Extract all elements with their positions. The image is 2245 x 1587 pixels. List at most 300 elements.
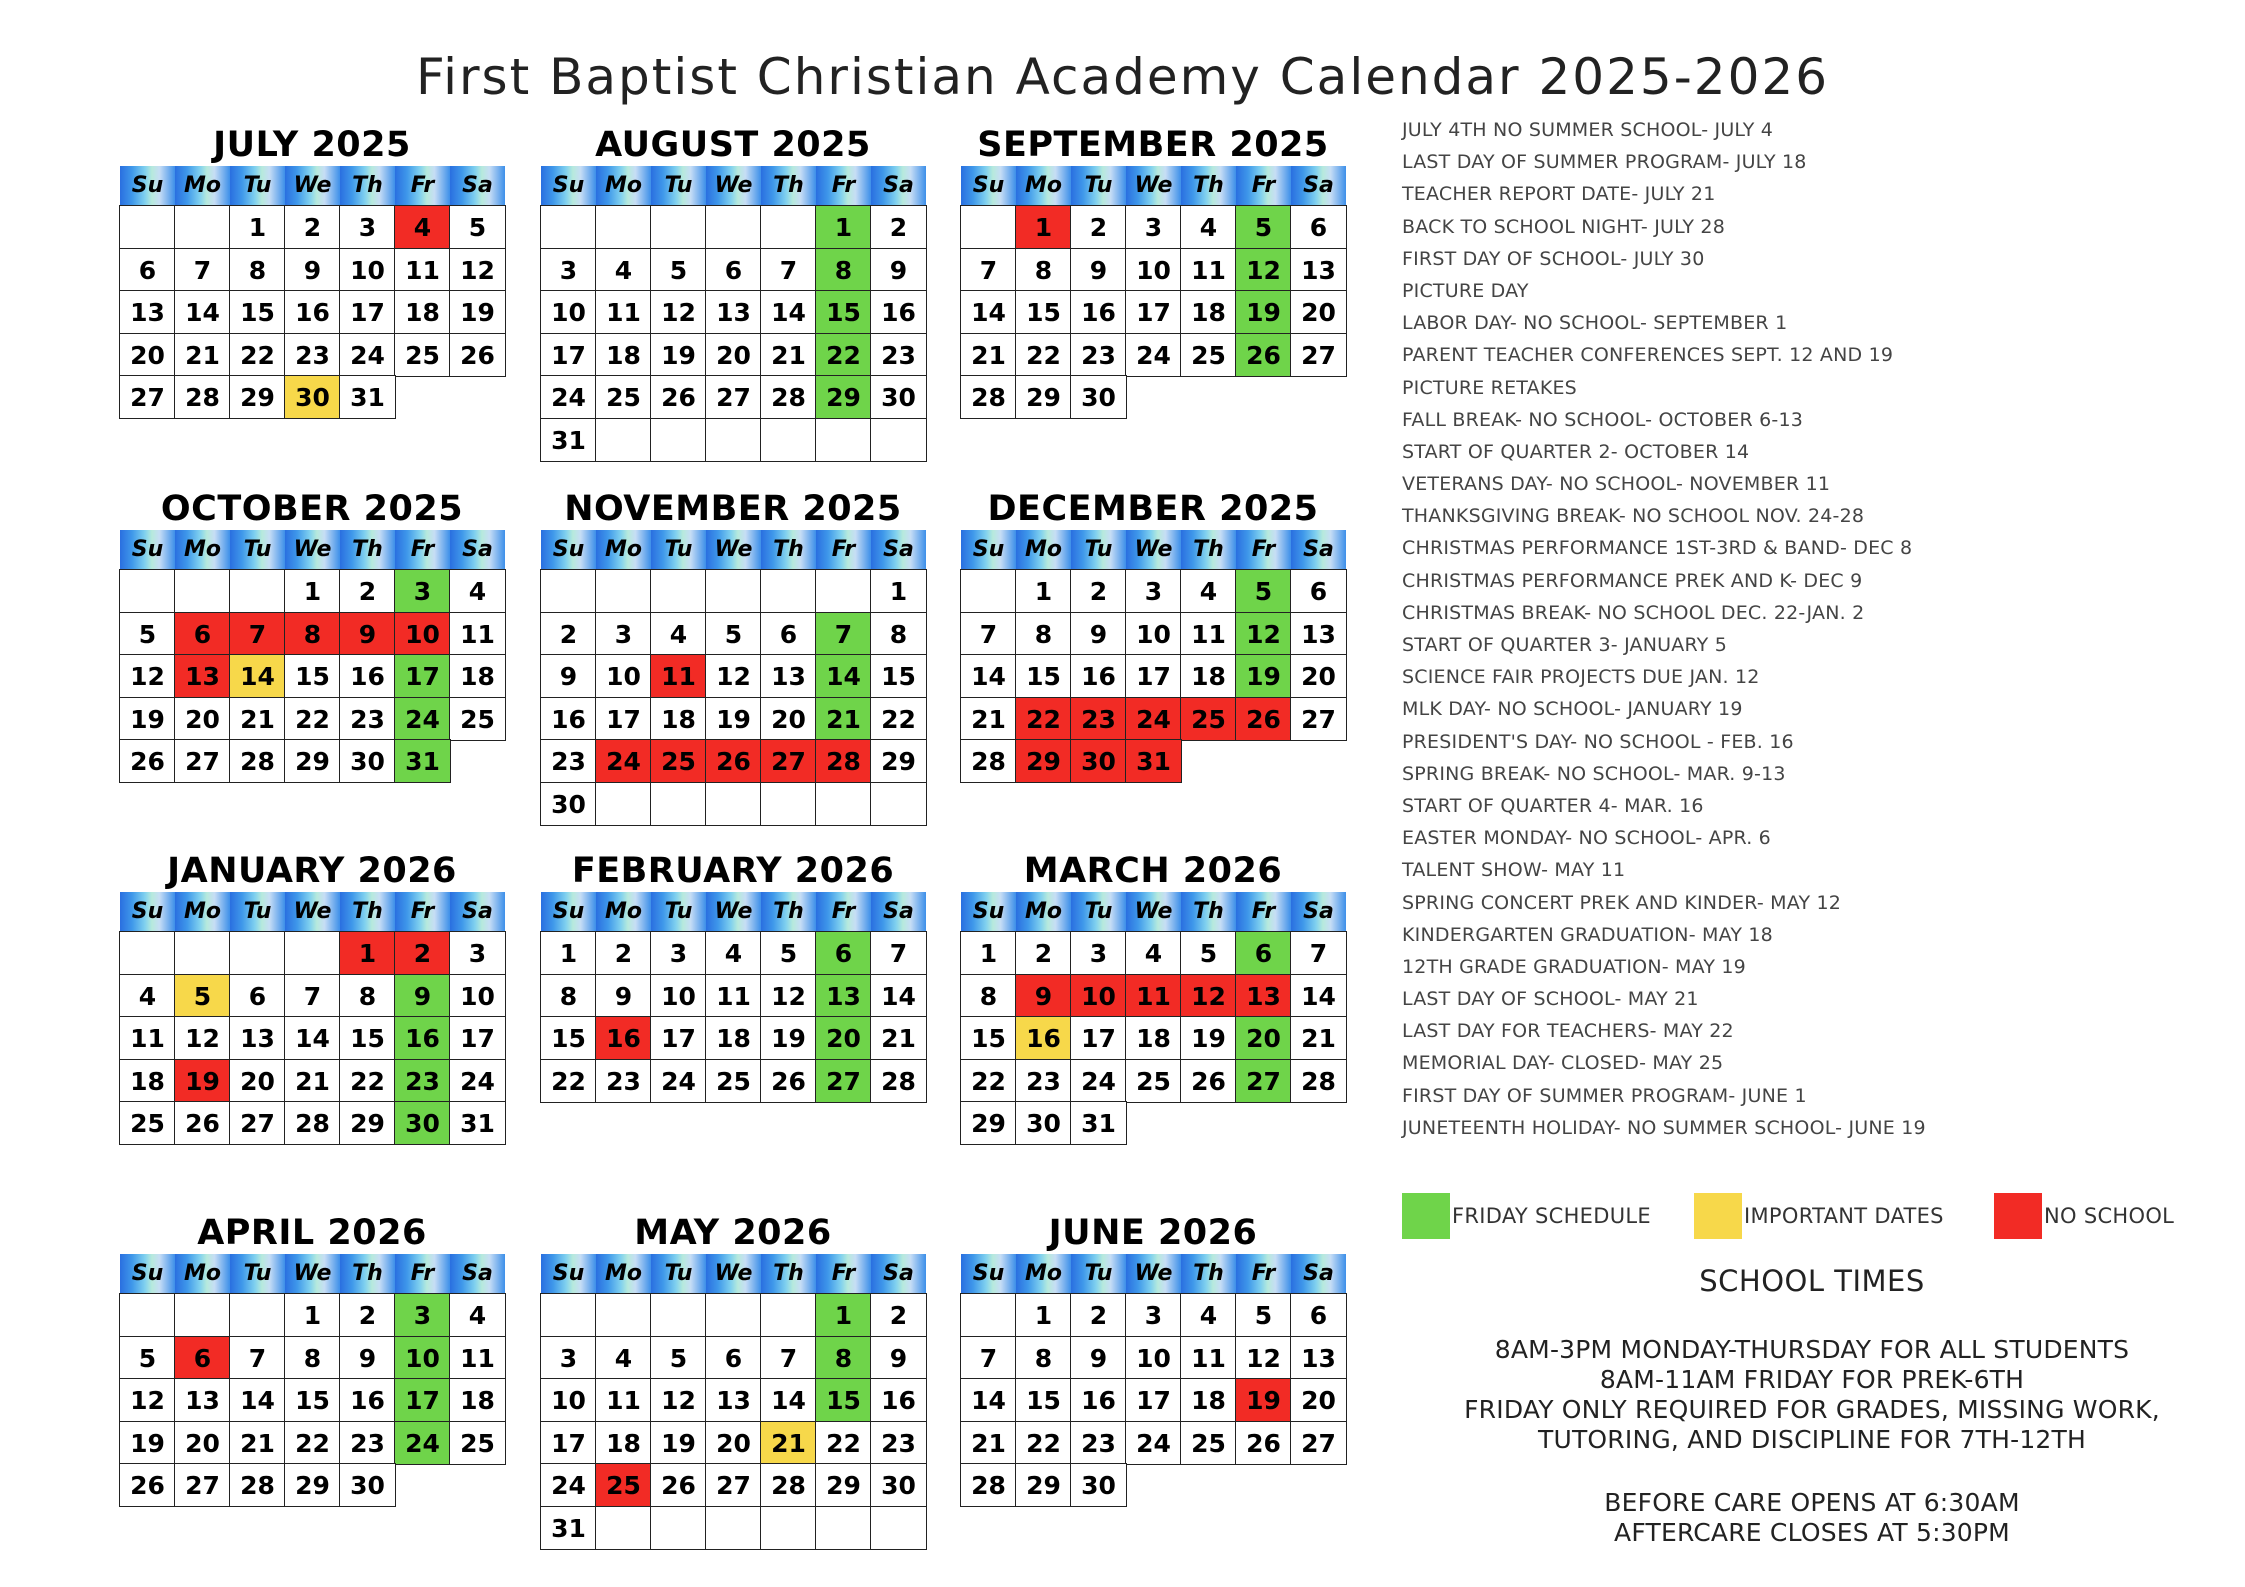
event-item: FIRST DAY OF SUMMER PROGRAM- JUNE 1 bbox=[1402, 1084, 1807, 1107]
day-cell: 19 bbox=[1235, 654, 1292, 698]
day-cell: 28 bbox=[229, 739, 286, 783]
weekday-header: Mo bbox=[175, 1254, 230, 1294]
day-cell: 4 bbox=[394, 205, 451, 249]
month-title: FEBRUARY 2026 bbox=[571, 851, 895, 891]
empty-cell bbox=[760, 782, 817, 826]
empty-cell bbox=[760, 569, 817, 613]
day-cell: 15 bbox=[284, 1378, 341, 1422]
day-cell: 26 bbox=[119, 1463, 176, 1507]
day-cell: 18 bbox=[1180, 290, 1237, 334]
empty-cell bbox=[595, 1293, 652, 1337]
day-cell: 14 bbox=[229, 654, 286, 698]
month-calendar bbox=[961, 850, 1345, 1145]
day-cell: 5 bbox=[1235, 1293, 1292, 1337]
day-cell: 12 bbox=[760, 974, 817, 1018]
weekday-header: Th bbox=[761, 1254, 816, 1294]
event-item: START OF QUARTER 3- JANUARY 5 bbox=[1402, 634, 1727, 656]
weekday-header: Tu bbox=[651, 530, 706, 570]
school-times-line: BEFORE CARE OPENS AT 6:30AM bbox=[1604, 1488, 2020, 1517]
day-cell: 18 bbox=[1180, 654, 1237, 698]
day-cell: 11 bbox=[1125, 974, 1182, 1018]
day-cell: 10 bbox=[339, 248, 396, 292]
day-cell: 9 bbox=[1070, 1336, 1127, 1380]
day-cell: 21 bbox=[284, 1059, 341, 1103]
empty-cell bbox=[650, 1293, 707, 1337]
month-calendar bbox=[120, 850, 504, 1145]
weekday-header: Sa bbox=[1291, 530, 1346, 570]
day-cell: 13 bbox=[815, 974, 872, 1018]
event-item: CHRISTMAS PERFORMANCE PREK AND K- DEC 9 bbox=[1402, 569, 1863, 592]
day-cell: 24 bbox=[394, 697, 451, 741]
weekday-header: Th bbox=[761, 166, 816, 206]
day-cell: 27 bbox=[174, 1463, 231, 1507]
day-cell: 2 bbox=[870, 205, 927, 249]
day-cell: 16 bbox=[1015, 1016, 1072, 1060]
day-cell: 9 bbox=[1070, 248, 1127, 292]
day-cell: 28 bbox=[284, 1101, 341, 1145]
day-cell: 9 bbox=[870, 1336, 927, 1380]
day-cell: 2 bbox=[1070, 569, 1127, 613]
legend-swatch-yellow bbox=[1694, 1193, 1742, 1239]
empty-cell bbox=[650, 205, 707, 249]
day-cell: 21 bbox=[960, 1421, 1017, 1465]
day-cell: 19 bbox=[174, 1059, 231, 1103]
empty-cell bbox=[119, 1293, 176, 1337]
day-cell: 3 bbox=[540, 1336, 597, 1380]
weekday-header: We bbox=[1126, 166, 1181, 206]
day-cell: 14 bbox=[960, 290, 1017, 334]
empty-cell bbox=[595, 205, 652, 249]
day-cell: 8 bbox=[1015, 612, 1072, 656]
day-cell: 9 bbox=[870, 248, 927, 292]
day-cell: 15 bbox=[1015, 290, 1072, 334]
day-cell: 25 bbox=[1180, 333, 1237, 377]
weekday-header: Fr bbox=[395, 892, 450, 932]
day-cell: 13 bbox=[119, 290, 176, 334]
day-cell: 25 bbox=[1180, 697, 1237, 741]
day-cell: 11 bbox=[449, 612, 506, 656]
day-cell: 9 bbox=[540, 654, 597, 698]
day-cell: 12 bbox=[174, 1016, 231, 1060]
day-cell: 28 bbox=[870, 1059, 927, 1103]
day-cell: 3 bbox=[339, 205, 396, 249]
month-grid bbox=[120, 1254, 504, 1507]
weekday-header: Su bbox=[541, 166, 596, 206]
weekday-header: Mo bbox=[1016, 530, 1071, 570]
weekday-header: Fr bbox=[1236, 530, 1291, 570]
day-cell: 1 bbox=[815, 1293, 872, 1337]
empty-cell bbox=[705, 205, 762, 249]
day-cell: 22 bbox=[284, 697, 341, 741]
day-cell: 18 bbox=[449, 654, 506, 698]
weekday-header: Fr bbox=[1236, 166, 1291, 206]
day-cell: 17 bbox=[394, 654, 451, 698]
day-cell: 19 bbox=[1235, 290, 1292, 334]
weekday-header: Su bbox=[961, 892, 1016, 932]
day-cell: 4 bbox=[1180, 1293, 1237, 1337]
day-cell: 7 bbox=[960, 612, 1017, 656]
month-grid bbox=[541, 892, 925, 1102]
day-cell: 6 bbox=[119, 248, 176, 292]
weekday-header: Su bbox=[120, 530, 175, 570]
day-cell: 1 bbox=[815, 205, 872, 249]
day-cell: 31 bbox=[1070, 1101, 1127, 1145]
day-cell: 15 bbox=[870, 654, 927, 698]
weekday-header: Th bbox=[761, 530, 816, 570]
day-cell: 3 bbox=[540, 248, 597, 292]
day-cell: 7 bbox=[815, 612, 872, 656]
event-item: BACK TO SCHOOL NIGHT- JULY 28 bbox=[1402, 215, 1725, 238]
day-cell: 12 bbox=[1235, 612, 1292, 656]
day-cell: 31 bbox=[540, 1506, 597, 1550]
weekday-header: Mo bbox=[1016, 1254, 1071, 1294]
day-cell: 28 bbox=[960, 375, 1017, 419]
day-cell: 21 bbox=[870, 1016, 927, 1060]
month-grid bbox=[541, 1254, 925, 1549]
month-calendar bbox=[961, 1212, 1345, 1507]
day-cell: 17 bbox=[1125, 1378, 1182, 1422]
month-grid bbox=[961, 530, 1345, 783]
day-cell: 30 bbox=[540, 782, 597, 826]
day-cell: 29 bbox=[1015, 375, 1072, 419]
day-cell: 4 bbox=[1125, 931, 1182, 975]
day-cell: 15 bbox=[229, 290, 286, 334]
blank-cell bbox=[449, 739, 506, 783]
day-cell: 18 bbox=[449, 1378, 506, 1422]
empty-cell bbox=[760, 205, 817, 249]
event-item: CHRISTMAS PERFORMANCE 1ST-3RD & BAND- DEC 8 bbox=[1402, 537, 1913, 560]
day-cell: 17 bbox=[1125, 654, 1182, 698]
day-cell: 11 bbox=[595, 290, 652, 334]
weekday-header: Tu bbox=[230, 530, 285, 570]
day-cell: 19 bbox=[705, 697, 762, 741]
day-cell: 15 bbox=[540, 1016, 597, 1060]
day-cell: 8 bbox=[339, 974, 396, 1018]
empty-cell bbox=[705, 782, 762, 826]
weekday-header: Sa bbox=[1291, 1254, 1346, 1294]
day-cell: 6 bbox=[705, 248, 762, 292]
day-cell: 23 bbox=[1015, 1059, 1072, 1103]
weekday-header: Th bbox=[340, 1254, 395, 1294]
day-cell: 29 bbox=[284, 1463, 341, 1507]
day-cell: 10 bbox=[1125, 1336, 1182, 1380]
weekday-header: Fr bbox=[395, 530, 450, 570]
event-list bbox=[1402, 114, 2222, 1144]
event-item: SPRING CONCERT PREK AND KINDER- MAY 12 bbox=[1402, 891, 1842, 914]
school-times-line: 8AM-3PM MONDAY-THURSDAY FOR ALL STUDENTS bbox=[1494, 1335, 2130, 1364]
day-cell: 9 bbox=[394, 974, 451, 1018]
weekday-header: Th bbox=[340, 166, 395, 206]
empty-cell bbox=[174, 569, 231, 613]
weekday-header: Fr bbox=[395, 1254, 450, 1294]
day-cell: 2 bbox=[1070, 1293, 1127, 1337]
weekday-header: Sa bbox=[1291, 892, 1346, 932]
day-cell: 12 bbox=[119, 654, 176, 698]
day-cell: 24 bbox=[650, 1059, 707, 1103]
day-cell: 12 bbox=[119, 1378, 176, 1422]
weekday-header: Fr bbox=[816, 892, 871, 932]
day-cell: 12 bbox=[705, 654, 762, 698]
day-cell: 18 bbox=[705, 1016, 762, 1060]
day-cell: 23 bbox=[1070, 1421, 1127, 1465]
event-item: CHRISTMAS BREAK- NO SCHOOL DEC. 22-JAN. 2 bbox=[1402, 601, 1865, 624]
weekday-header: Th bbox=[761, 892, 816, 932]
day-cell: 24 bbox=[1125, 697, 1182, 741]
month-title: AUGUST 2025 bbox=[595, 125, 871, 165]
day-cell: 17 bbox=[394, 1378, 451, 1422]
weekday-header: Th bbox=[1181, 166, 1236, 206]
day-cell: 4 bbox=[449, 1293, 506, 1337]
empty-cell bbox=[540, 569, 597, 613]
day-cell: 13 bbox=[1290, 248, 1347, 292]
day-cell: 10 bbox=[1125, 248, 1182, 292]
weekday-header: Tu bbox=[651, 892, 706, 932]
month-calendar bbox=[120, 488, 504, 783]
day-cell: 13 bbox=[760, 654, 817, 698]
day-cell: 17 bbox=[540, 1421, 597, 1465]
day-cell: 6 bbox=[705, 1336, 762, 1380]
weekday-header: Mo bbox=[596, 166, 651, 206]
day-cell: 22 bbox=[540, 1059, 597, 1103]
weekday-header: Fr bbox=[816, 530, 871, 570]
day-cell: 30 bbox=[870, 375, 927, 419]
weekday-header: Sa bbox=[871, 892, 926, 932]
day-cell: 29 bbox=[815, 375, 872, 419]
weekday-header: Mo bbox=[596, 892, 651, 932]
weekday-header: Fr bbox=[1236, 1254, 1291, 1294]
day-cell: 18 bbox=[1180, 1378, 1237, 1422]
day-cell: 1 bbox=[284, 569, 341, 613]
day-cell: 8 bbox=[284, 612, 341, 656]
month-title: JUNE 2026 bbox=[1048, 1213, 1258, 1253]
weekday-header: Su bbox=[961, 1254, 1016, 1294]
day-cell: 23 bbox=[339, 697, 396, 741]
weekday-header: Tu bbox=[1071, 530, 1126, 570]
day-cell: 2 bbox=[339, 1293, 396, 1337]
day-cell: 2 bbox=[284, 205, 341, 249]
day-cell: 27 bbox=[815, 1059, 872, 1103]
month-grid bbox=[120, 166, 504, 419]
page-title: First Baptist Christian Academy Calendar 2025-2026 bbox=[415, 48, 1830, 106]
empty-cell bbox=[540, 205, 597, 249]
day-cell: 16 bbox=[394, 1016, 451, 1060]
day-cell: 4 bbox=[705, 931, 762, 975]
day-cell: 7 bbox=[870, 931, 927, 975]
day-cell: 30 bbox=[1070, 1463, 1127, 1507]
day-cell: 28 bbox=[760, 1463, 817, 1507]
day-cell: 29 bbox=[284, 739, 341, 783]
day-cell: 26 bbox=[650, 375, 707, 419]
weekday-header: Sa bbox=[450, 166, 505, 206]
weekday-header: Sa bbox=[871, 1254, 926, 1294]
day-cell: 12 bbox=[1235, 248, 1292, 292]
blank-cell bbox=[1290, 375, 1347, 419]
month-calendar bbox=[120, 1212, 504, 1507]
day-cell: 20 bbox=[1235, 1016, 1292, 1060]
event-item: PICTURE RETAKES bbox=[1402, 376, 1577, 399]
day-cell: 31 bbox=[449, 1101, 506, 1145]
day-cell: 16 bbox=[284, 290, 341, 334]
day-cell: 2 bbox=[339, 569, 396, 613]
event-item: THANKSGIVING BREAK- NO SCHOOL NOV. 24-28 bbox=[1402, 505, 1865, 528]
weekday-header: Su bbox=[541, 1254, 596, 1294]
day-cell: 1 bbox=[1015, 1293, 1072, 1337]
empty-cell bbox=[174, 205, 231, 249]
day-cell: 22 bbox=[339, 1059, 396, 1103]
empty-cell bbox=[174, 931, 231, 975]
day-cell: 27 bbox=[174, 739, 231, 783]
event-item: PICTURE DAY bbox=[1402, 279, 1529, 302]
blank-cell bbox=[1180, 1463, 1237, 1507]
day-cell: 15 bbox=[815, 290, 872, 334]
empty-cell bbox=[815, 569, 872, 613]
day-cell: 30 bbox=[1070, 739, 1127, 783]
empty-cell bbox=[705, 1506, 762, 1550]
weekday-header: We bbox=[706, 892, 761, 932]
day-cell: 11 bbox=[394, 248, 451, 292]
school-times-line: 8AM-11AM FRIDAY FOR PREK-6TH bbox=[1599, 1365, 2025, 1394]
day-cell: 27 bbox=[1290, 333, 1347, 377]
day-cell: 19 bbox=[760, 1016, 817, 1060]
empty-cell bbox=[760, 418, 817, 462]
month-title: JULY 2025 bbox=[213, 125, 411, 165]
event-item: LABOR DAY- NO SCHOOL- SEPTEMBER 1 bbox=[1402, 312, 1788, 335]
day-cell: 29 bbox=[229, 375, 286, 419]
day-cell: 18 bbox=[1125, 1016, 1182, 1060]
day-cell: 6 bbox=[1290, 205, 1347, 249]
day-cell: 14 bbox=[960, 654, 1017, 698]
day-cell: 13 bbox=[1290, 1336, 1347, 1380]
empty-cell bbox=[174, 1293, 231, 1337]
day-cell: 21 bbox=[760, 1421, 817, 1465]
day-cell: 23 bbox=[870, 1421, 927, 1465]
day-cell: 9 bbox=[1015, 974, 1072, 1018]
empty-cell bbox=[815, 1506, 872, 1550]
day-cell: 17 bbox=[1125, 290, 1182, 334]
day-cell: 26 bbox=[650, 1463, 707, 1507]
day-cell: 10 bbox=[650, 974, 707, 1018]
day-cell: 26 bbox=[1235, 333, 1292, 377]
day-cell: 18 bbox=[650, 697, 707, 741]
day-cell: 10 bbox=[540, 1378, 597, 1422]
day-cell: 25 bbox=[595, 1463, 652, 1507]
day-cell: 4 bbox=[119, 974, 176, 1018]
event-item: START OF QUARTER 4- MAR. 16 bbox=[1402, 794, 1704, 817]
day-cell: 14 bbox=[760, 290, 817, 334]
legend-swatch-green bbox=[1402, 1193, 1450, 1239]
day-cell: 21 bbox=[960, 333, 1017, 377]
day-cell: 11 bbox=[119, 1016, 176, 1060]
day-cell: 30 bbox=[1015, 1101, 1072, 1145]
blank-cell bbox=[1125, 1101, 1182, 1145]
day-cell: 24 bbox=[540, 1463, 597, 1507]
day-cell: 18 bbox=[595, 333, 652, 377]
day-cell: 21 bbox=[229, 697, 286, 741]
day-cell: 1 bbox=[1015, 205, 1072, 249]
weekday-header: We bbox=[706, 530, 761, 570]
day-cell: 14 bbox=[960, 1378, 1017, 1422]
day-cell: 25 bbox=[449, 1421, 506, 1465]
empty-cell bbox=[870, 418, 927, 462]
day-cell: 25 bbox=[1125, 1059, 1182, 1103]
day-cell: 12 bbox=[449, 248, 506, 292]
day-cell: 10 bbox=[595, 654, 652, 698]
event-item: JUNETEENTH HOLIDAY- NO SUMMER SCHOOL- JUNE 19 bbox=[1402, 1116, 1926, 1139]
day-cell: 17 bbox=[540, 333, 597, 377]
day-cell: 27 bbox=[119, 375, 176, 419]
day-cell: 28 bbox=[960, 739, 1017, 783]
day-cell: 7 bbox=[229, 612, 286, 656]
day-cell: 13 bbox=[174, 654, 231, 698]
day-cell: 14 bbox=[760, 1378, 817, 1422]
event-item: PARENT TEACHER CONFERENCES SEPT. 12 AND 19 bbox=[1402, 344, 1894, 367]
day-cell: 20 bbox=[1290, 1378, 1347, 1422]
day-cell: 13 bbox=[174, 1378, 231, 1422]
weekday-header: Su bbox=[120, 166, 175, 206]
legend-no-school bbox=[1994, 1193, 2174, 1239]
day-cell: 15 bbox=[339, 1016, 396, 1060]
day-cell: 21 bbox=[960, 697, 1017, 741]
day-cell: 13 bbox=[705, 290, 762, 334]
day-cell: 14 bbox=[174, 290, 231, 334]
month-grid bbox=[120, 530, 504, 783]
weekday-header: We bbox=[706, 166, 761, 206]
weekday-header: Sa bbox=[450, 1254, 505, 1294]
day-cell: 9 bbox=[284, 248, 341, 292]
blank-cell bbox=[1235, 1101, 1292, 1145]
day-cell: 3 bbox=[1125, 1293, 1182, 1337]
empty-cell bbox=[650, 1506, 707, 1550]
day-cell: 16 bbox=[339, 1378, 396, 1422]
day-cell: 8 bbox=[870, 612, 927, 656]
blank-cell bbox=[1290, 739, 1347, 783]
blank-cell bbox=[1180, 739, 1237, 783]
day-cell: 29 bbox=[339, 1101, 396, 1145]
month-title: APRIL 2026 bbox=[197, 1213, 427, 1253]
day-cell: 27 bbox=[760, 739, 817, 783]
day-cell: 20 bbox=[174, 1421, 231, 1465]
blank-cell bbox=[1180, 1101, 1237, 1145]
event-item: KINDERGARTEN GRADUATION- MAY 18 bbox=[1402, 923, 1773, 946]
day-cell: 16 bbox=[595, 1016, 652, 1060]
day-cell: 6 bbox=[174, 1336, 231, 1380]
blank-cell bbox=[1125, 1463, 1182, 1507]
day-cell: 22 bbox=[870, 697, 927, 741]
day-cell: 24 bbox=[1125, 1421, 1182, 1465]
day-cell: 1 bbox=[1015, 569, 1072, 613]
day-cell: 5 bbox=[650, 1336, 707, 1380]
month-calendar bbox=[961, 124, 1345, 419]
day-cell: 26 bbox=[174, 1101, 231, 1145]
event-item: LAST DAY OF SUMMER PROGRAM- JULY 18 bbox=[1402, 151, 1807, 174]
day-cell: 26 bbox=[119, 739, 176, 783]
empty-cell bbox=[540, 1293, 597, 1337]
day-cell: 5 bbox=[650, 248, 707, 292]
day-cell: 5 bbox=[174, 974, 231, 1018]
day-cell: 19 bbox=[1180, 1016, 1237, 1060]
legend-swatch-red bbox=[1994, 1193, 2042, 1239]
event-item: EASTER MONDAY- NO SCHOOL- APR. 6 bbox=[1402, 827, 1771, 850]
school-times-line: AFTERCARE CLOSES AT 5:30PM bbox=[1614, 1518, 2010, 1547]
day-cell: 26 bbox=[760, 1059, 817, 1103]
day-cell: 13 bbox=[1235, 974, 1292, 1018]
event-item: TALENT SHOW- MAY 11 bbox=[1402, 859, 1626, 882]
month-calendar bbox=[120, 124, 504, 419]
day-cell: 19 bbox=[650, 1421, 707, 1465]
weekday-header: Fr bbox=[1236, 892, 1291, 932]
blank-cell bbox=[1235, 739, 1292, 783]
weekday-header: Tu bbox=[651, 1254, 706, 1294]
